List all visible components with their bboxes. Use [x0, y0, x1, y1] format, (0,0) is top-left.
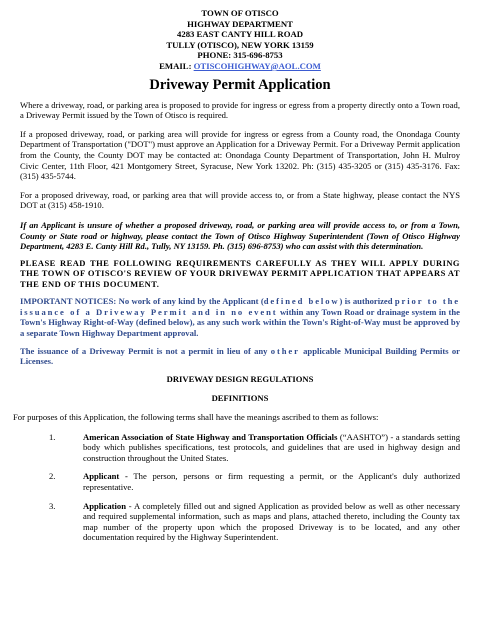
definition-body — [83, 432, 460, 464]
letterhead-town: TOWN OF OTISCO — [201, 8, 279, 18]
permit-lieu-part2: other — [270, 345, 300, 356]
definition-item — [20, 471, 460, 492]
letterhead — [20, 0, 460, 72]
important-notices — [20, 296, 460, 338]
intro-paragraph-state: For a proposed driveway, road, or parking area that will provide access to, or from a State highway, please contact the NYS DOT at (315) 458-1910. — [20, 189, 460, 211]
letterhead-phone: PHONE: 315-696-8753 — [197, 50, 283, 61]
definition-body — [83, 471, 460, 492]
definition-term: American Association of State Highway and Transportation Officials — [83, 431, 338, 442]
intro-paragraph-county: If a proposed driveway, road, or parking area will provide for ingress or egress from a County road, the Onondaga County Department of Transportation ("DOT") must approve an Application for a Driveway Permit. For a Driveway Permit application from the County, the County DOT may be contacted at: Onondaga County Department of Transportation, John H. Mulroy Civic Center, 11th Floor, 421 Montgomery Street, Syracuse, New York 13202. Ph: (315) 435-3205 or (315) 435-3176. Fax: (315) 435-5744. — [20, 128, 460, 182]
definition-text: The person, persons or firm requesting a permit, or the Applicant's duly authorized representative. — [83, 471, 461, 492]
definition-item — [20, 501, 460, 543]
definition-term: Application — [83, 500, 126, 511]
letterhead-street: 4283 EAST CANTY HILL ROAD — [177, 29, 303, 40]
definition-item — [20, 432, 460, 464]
important-notices-part5: within any Town Road or drainage system in the Town's Highway Right-of-Way (defined below), as any such work within the Town's Right-of-Way must be approved by a separate Town Highway Department approval. — [20, 306, 460, 338]
permit-lieu-part3: applicable Municipal Building Permits or Licenses. — [20, 345, 460, 367]
definitions-list — [20, 432, 460, 543]
permit-lieu-notice — [20, 346, 460, 367]
email-link[interactable]: OTISCOHIGHWAY@AOL.COM — [193, 60, 321, 71]
definition-number: 2. — [49, 471, 56, 482]
permit-lieu-part1: The issuance of a Driveway Permit is not a permit in lieu of any — [20, 345, 271, 356]
important-notices-part3: ) is authorized — [339, 296, 395, 307]
intro-paragraph-town: Where a driveway, road, or parking area is proposed to provide for ingress or egress from a property directly onto a Town road, a Driveway Permit issued by the Town of Otisco is required. — [20, 99, 460, 121]
important-notices-part4: prior to the issuance of a Driveway Permit and in no event — [20, 296, 460, 317]
definition-body — [83, 501, 460, 543]
important-notices-part1: IMPORTANT NOTICES: No work of any kind by the Applicant ( — [20, 296, 264, 307]
definition-term-abbr: (“AASHTO”) — [337, 431, 388, 442]
letterhead-city: TULLY (OTISCO), NEW YORK 13159 — [166, 39, 314, 50]
definition-text: - a standards setting body which publishes specifications, test protocols, and guidelines that are used in highway design and construction throughout the United States. — [83, 431, 460, 463]
section-heading-definitions: DEFINITIONS — [211, 393, 269, 404]
email-label: EMAIL: — [159, 60, 194, 71]
definition-text: - A completely filled out and signed Application as provided below as well as other necessary and required supplemental information, such as maps and plans, attached thereto, including the County tax map number of the property upon which the proposed Driveway is to be located, and any other documentation required by the Highway Superintendent. — [83, 500, 460, 543]
page-title: Driveway Permit Application — [149, 76, 331, 93]
intro-paragraph-unsure: If an Applicant is unsure of whether a proposed driveway, road, or parking area will provide access to, or from a Town, County or State road or highway, please contact the Town of Otisco Highway Superintendent (Town of Otisco Highway Department, 4283 E. Canty Hill Rd., Tully, NY 13159. Ph. (315) 696-8753) who can assist with this determination. — [20, 219, 460, 252]
important-notices-part2: defined below — [263, 296, 340, 307]
definition-number: 3. — [49, 500, 56, 511]
definitions-intro: For purposes of this Application, the following terms shall have the meanings ascribed to them as follows: — [13, 411, 379, 422]
letterhead-email-line — [20, 61, 460, 72]
section-heading-regulations: DRIVEWAY DESIGN REGULATIONS — [166, 373, 314, 384]
definition-number: 1. — [49, 431, 56, 442]
letterhead-department: HIGHWAY DEPARTMENT — [187, 18, 293, 29]
definition-term: Applicant - — [83, 471, 128, 482]
requirements-notice: PLEASE READ THE FOLLOWING REQUIREMENTS CAREFULLY AS THEY WILL APPLY DURING THE TOWN OF OTISCO'S REVIEW OF YOUR DRIVEWAY PERMIT APPLICATION THAT APPEARS AT THE END OF THIS DOCUMENT. — [20, 257, 460, 289]
